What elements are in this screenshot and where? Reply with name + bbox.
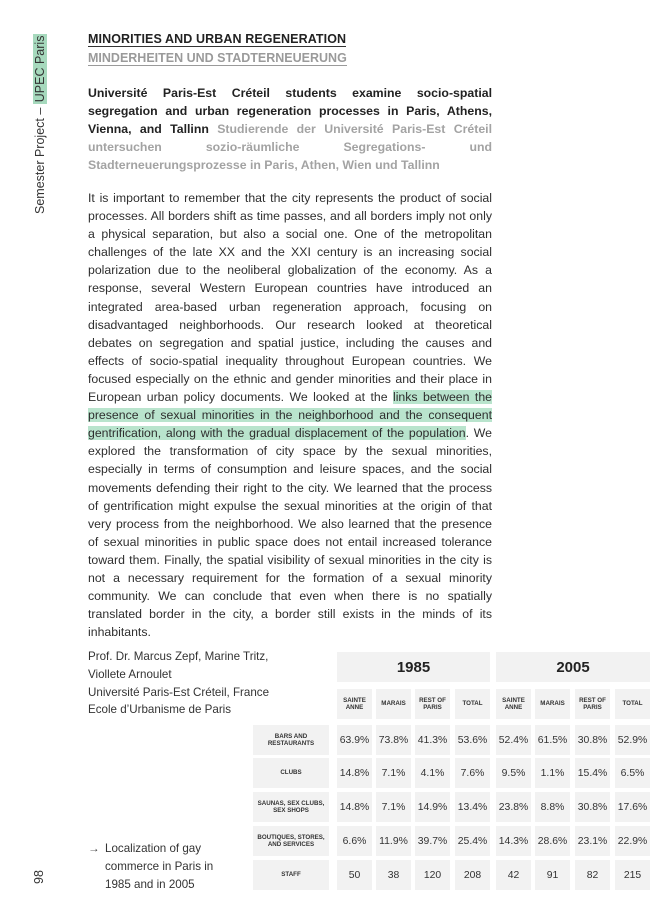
author-block xyxy=(88,648,288,719)
table-cell: 52.9% xyxy=(615,725,650,755)
table-cell: 14.9% xyxy=(415,792,450,822)
table-cell: 91 xyxy=(535,860,570,890)
table-cell: 63.9% xyxy=(337,725,372,755)
column-header: REST OF PARIS xyxy=(575,689,610,719)
table-cell: 120 xyxy=(415,860,450,890)
article-subtitle-text: MINDERHEITEN UND STADTERNEUERUNG xyxy=(88,51,347,65)
column-header: MARAIS xyxy=(376,689,411,719)
body-text-before: It is important to remember that the city represents the product of social processes. All borders shift as time passes, and all borders imply not only a physical separation, but also a social one. One of the metropolitan challenges of the late XX and the XXI century is an increasing social polarization due to the neoliberal globalization of the economy. As a response, several Western European countries have introduced an integrated area-based urban regeneration approach, focusing on disadvantaged neighborhoods. Our research looked at theoretical debates on segregation and spatial justice, including the causes and effects of socio-spatial inequality throughout European countries. We focused especially on the ethnic and gender minorities and their place in European urban policy documents. We looked at the xyxy=(88,191,492,405)
article-title xyxy=(88,32,492,46)
table-cell: 14.8% xyxy=(337,758,372,788)
table-cell: 30.8% xyxy=(575,725,610,755)
table-cell: 53.6% xyxy=(455,725,490,755)
author-line: Université Paris-Est Créteil, France xyxy=(88,685,270,699)
column-header: TOTAL xyxy=(615,689,650,719)
year-header-2005: 2005 xyxy=(496,652,650,682)
side-label-text xyxy=(33,34,47,214)
table-cell: 23.8% xyxy=(496,792,531,822)
column-header: TOTAL xyxy=(455,689,490,719)
table-cell: 11.9% xyxy=(376,826,411,856)
table-cell: 73.8% xyxy=(376,725,411,755)
article-subtitle xyxy=(88,51,492,65)
row-header: STAFF xyxy=(253,860,329,890)
table-cell: 42 xyxy=(496,860,531,890)
table-cell: 14.3% xyxy=(496,826,531,856)
caption-text: Localization of gay commerce in Paris in 1985 and in 2005 xyxy=(105,842,214,891)
side-label-highlight: UPEC Paris xyxy=(33,35,47,103)
table-cell: 208 xyxy=(455,860,490,890)
table-cell: 82 xyxy=(575,860,610,890)
author-line: Viollete Arnoulet xyxy=(88,667,172,681)
table-cell: 15.4% xyxy=(575,758,610,788)
table-cell: 215 xyxy=(615,860,650,890)
table-cell: 25.4% xyxy=(455,826,490,856)
side-label xyxy=(22,30,58,230)
author-line: Prof. Dr. Marcus Zepf, Marine Tritz, xyxy=(88,650,269,663)
table-cell: 8.8% xyxy=(535,792,570,822)
column-header: SAINTE ANNE xyxy=(337,689,372,719)
table-cell: 22.9% xyxy=(615,826,650,856)
side-label-prefix: Semester Project – xyxy=(33,104,47,214)
column-header: MARAIS xyxy=(535,689,570,719)
arrow-right-icon: → xyxy=(88,842,100,855)
page-number: 98 xyxy=(32,870,46,884)
table-cell: 28.6% xyxy=(535,826,570,856)
table-cell: 4.1% xyxy=(415,758,450,788)
row-header: BARS AND RESTAURANTS xyxy=(253,725,329,755)
lead-paragraph xyxy=(88,84,492,174)
table-cell: 9.5% xyxy=(496,758,531,788)
table-cell: 50 xyxy=(337,860,372,890)
table-cell: 1.1% xyxy=(535,758,570,788)
article-title-text: MINORITIES AND URBAN REGENERATION xyxy=(88,32,347,46)
table-cell: 6.6% xyxy=(337,826,372,856)
body-text-after: . We explored the transformation of city space by the sexual minorities, especially in terms of consumption and leisure spaces, and the social movements defending their right to the city. We learned that the process of gentrification might expulse the sexual minorities at the origin of that very process from the neighborhood. We also learned that the presence of sexual minorities in public space does not entail increased tolerance toward them. Finally, the spatial visibility of sexual minorities in the city is not a necessary requirement for the formation of a sexual minority community. We can conclude that even when there is no spatially translated border in the city, a border still exists in the minds of its inhabitants. xyxy=(88,426,492,640)
author-line: Ecole d’Urbanisme de Paris xyxy=(88,703,232,717)
row-header: BOUTIQUES, STORES, AND SERVICES xyxy=(253,826,329,856)
table-cell: 39.7% xyxy=(415,826,450,856)
lead-english: Université Paris-Est Créteil students examine socio-spatial segregation and urban regeneration processes in Paris, Athens, Vienna, and Tallinn xyxy=(88,86,492,136)
body-paragraph xyxy=(88,189,492,641)
figure-caption xyxy=(88,840,238,893)
column-header: REST OF PARIS xyxy=(415,689,450,719)
table-cell: 17.6% xyxy=(615,792,650,822)
table-cell: 52.4% xyxy=(496,725,531,755)
table-cell: 41.3% xyxy=(415,725,450,755)
row-header: CLUBS xyxy=(253,758,329,788)
table-cell: 14.8% xyxy=(337,792,372,822)
row-header: SAUNAS, SEX CLUBS, SEX SHOPS xyxy=(253,792,329,822)
table-cell: 7.6% xyxy=(455,758,490,788)
table-cell: 7.1% xyxy=(376,792,411,822)
table-cell: 23.1% xyxy=(575,826,610,856)
table-cell: 6.5% xyxy=(615,758,650,788)
table-cell: 7.1% xyxy=(376,758,411,788)
table-cell: 13.4% xyxy=(455,792,490,822)
table-cell: 38 xyxy=(376,860,411,890)
year-header-1985: 1985 xyxy=(337,652,490,682)
table-cell: 61.5% xyxy=(535,725,570,755)
column-header: SAINTE ANNE xyxy=(496,689,531,719)
table-cell: 30.8% xyxy=(575,792,610,822)
body-text-highlight: links between the presence of sexual minorities in the neighborhood and the consequent gentrification, along with the gradual displacement of the population xyxy=(88,390,492,441)
lead-german: Studierende der Université Paris-Est Créteil untersuchen sozio-räumliche Segregations- und Stadterneuerungsprozesse in Paris, Athen, Wien und Tallinn xyxy=(88,122,492,172)
